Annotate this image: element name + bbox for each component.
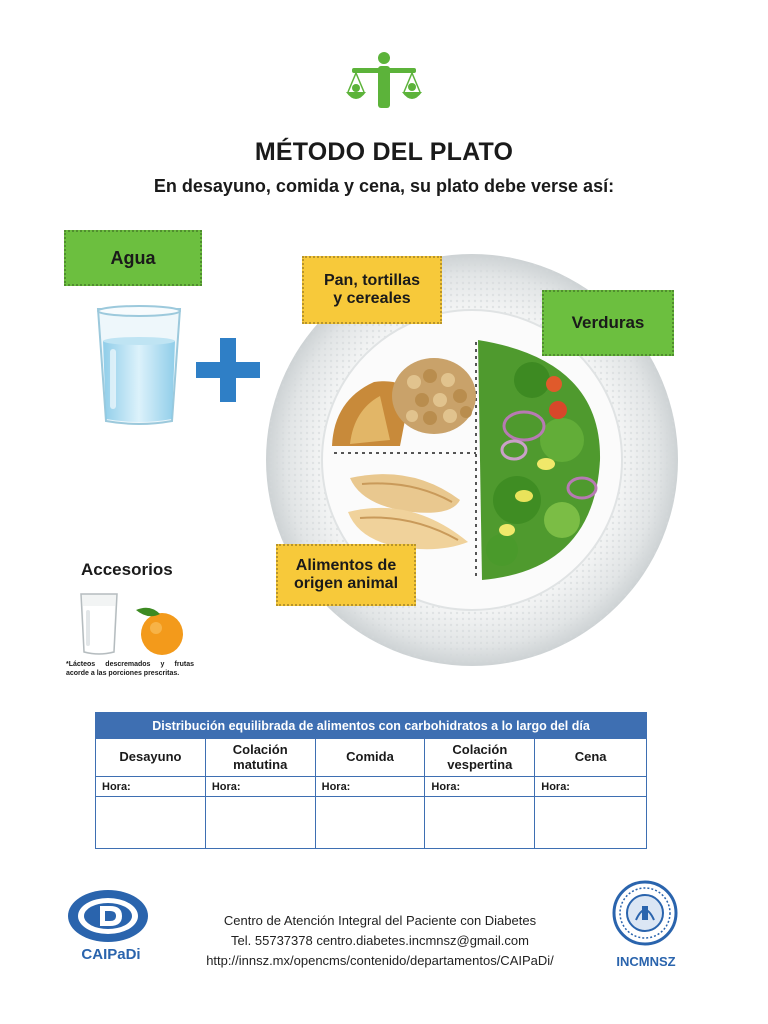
meal-colacion-matutina-line1: Colación (232, 741, 288, 757)
meal-colacion-vespertina-line2: vespertina (447, 756, 513, 772)
blank-cell-colacion-vespertina[interactable] (425, 797, 535, 849)
incmnsz-seal-icon (612, 880, 678, 946)
blank-row (96, 797, 647, 849)
meal-colacion-matutina (205, 739, 315, 777)
meal-comida (315, 739, 425, 777)
meal-desayuno (96, 739, 206, 777)
footer-contact: Tel. 55737378 centro.diabetes.incmnsz@gmail.com (231, 933, 529, 948)
footer-url: http://innsz.mx/opencms/contenido/departamentos/CAIPaDi/ (206, 953, 554, 968)
blank-cell-desayuno[interactable] (96, 797, 206, 849)
agua-label-text: Agua (110, 247, 156, 268)
hora-cena: Hora: (535, 777, 647, 797)
agua-label (64, 230, 202, 286)
hora-row (96, 777, 647, 797)
animal-label-line2: origen animal (293, 575, 399, 592)
table-heading: Distribución equilibrada de alimentos con carbohidratos a lo largo del día (96, 713, 647, 739)
verduras-label-text: Verduras (571, 313, 645, 333)
meal-colacion-vespertina (425, 739, 535, 777)
hora-colacion-vespertina: Hora: (425, 777, 535, 797)
plus-icon (196, 338, 260, 402)
orange-fruit-icon (128, 602, 188, 658)
hora-desayuno: Hora: (96, 777, 206, 797)
distribution-table (95, 712, 647, 849)
accesorios-note: *Lácteos descremados y frutas acorde a las porciones prescritas. (66, 661, 194, 677)
animal-label-line1: Alimentos de (295, 556, 397, 574)
pan-tortillas-cereales-label (302, 256, 442, 324)
meal-colacion-vespertina-line1: Colación (452, 741, 508, 757)
verduras-label (542, 290, 674, 356)
accesorios-title: Accesorios (81, 560, 173, 579)
footer-center-name: Centro de Atención Integral del Paciente con Diabetes (223, 913, 537, 928)
caipadi-logo-icon (66, 888, 150, 944)
meals-row (96, 739, 647, 777)
milk-glass-icon (78, 590, 120, 656)
hora-colacion-matutina: Hora: (205, 777, 315, 797)
page-title: MÉTODO DEL PLATO (254, 138, 514, 166)
alimentos-origen-animal-label (276, 544, 416, 606)
pan-label-line1: Pan, tortillas (323, 271, 421, 289)
page-subtitle: En desayuno, comida y cena, su plato debe verse así: (153, 176, 615, 196)
blank-cell-colacion-matutina[interactable] (205, 797, 315, 849)
meal-colacion-matutina-line2: matutina (233, 756, 288, 772)
pan-label-line2: y cereales (333, 290, 411, 307)
meal-desayuno-label: Desayuno (119, 749, 182, 765)
meal-cena (535, 739, 647, 777)
water-glass-icon (94, 305, 184, 427)
balance-scale-logo-icon (344, 50, 424, 122)
blank-cell-cena[interactable] (535, 797, 647, 849)
incmnsz-wordmark: INCMNSZ (616, 954, 676, 969)
hora-comida: Hora: (315, 777, 425, 797)
meal-comida-label: Comida (346, 749, 394, 765)
meal-cena-label: Cena (574, 749, 607, 765)
blank-cell-comida[interactable] (315, 797, 425, 849)
caipadi-wordmark: CAIPaDi (81, 946, 141, 963)
